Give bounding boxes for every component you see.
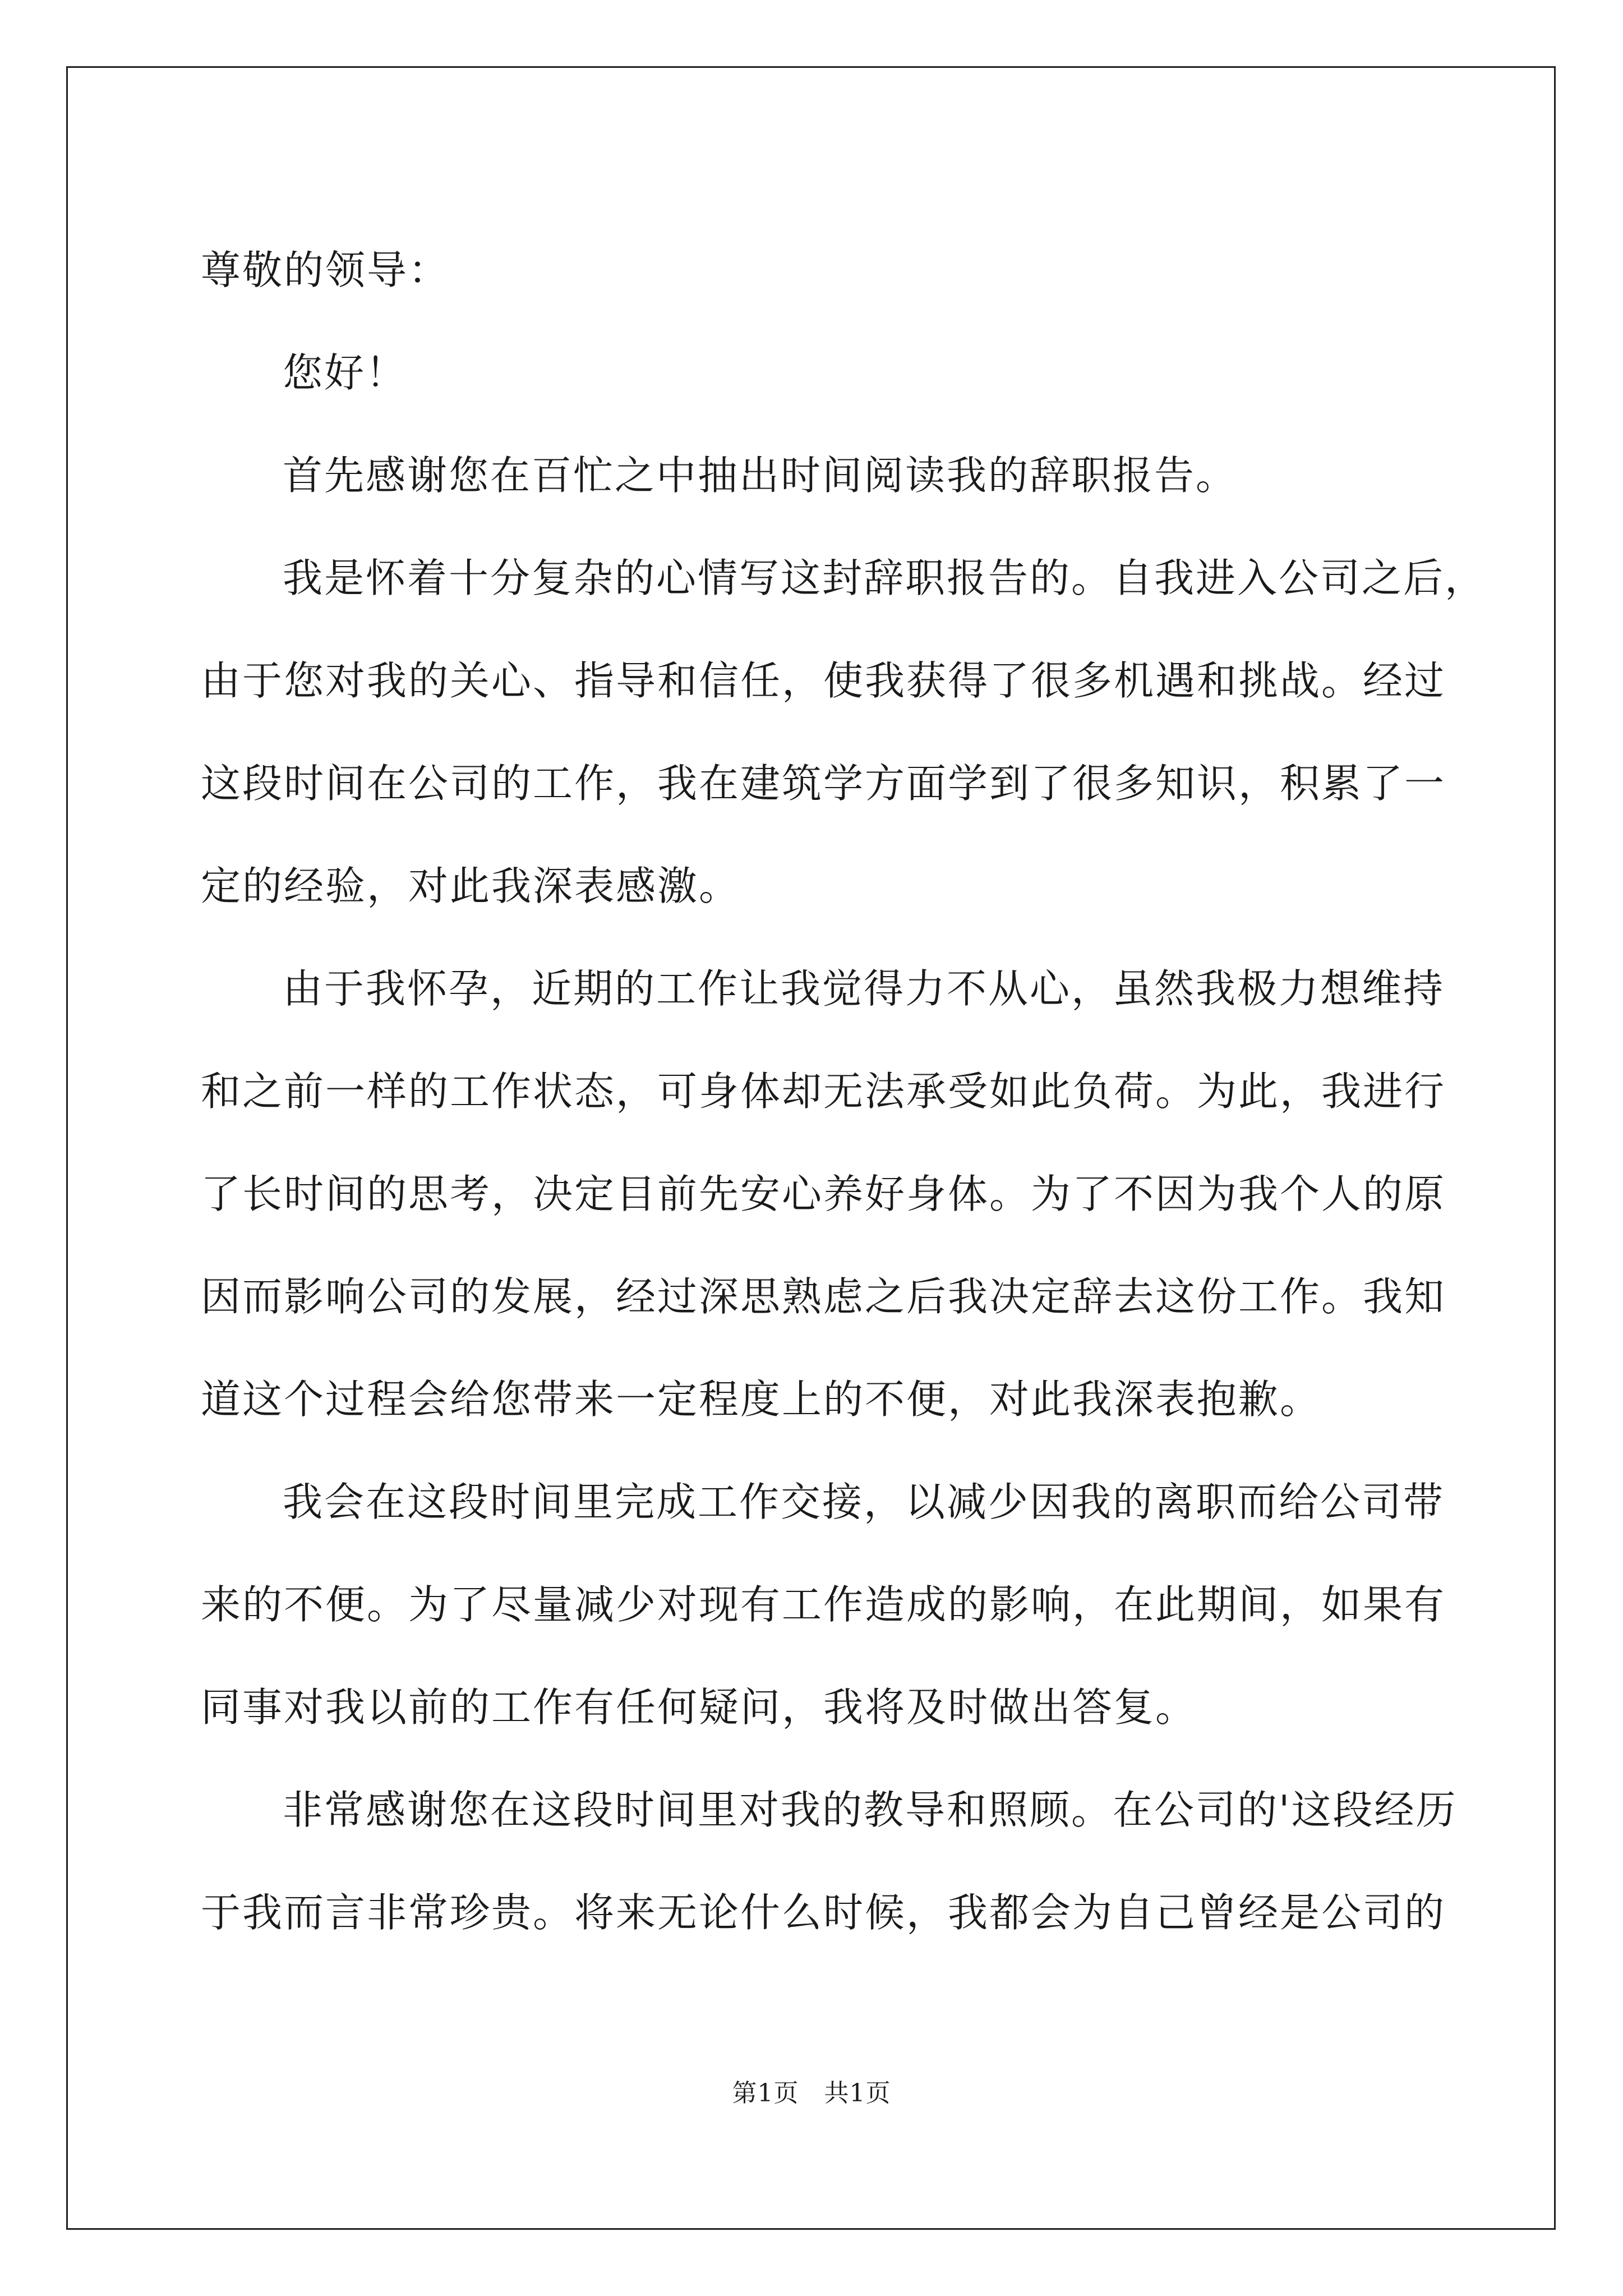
paragraph-line: 非常感谢您在这段时间里对我的教导和照顾。在公司的'这段经历 (283, 1787, 1458, 1833)
paragraph-line: 定的经验，对此我深表感激。 (201, 863, 741, 909)
paragraph-line: 我是怀着十分复杂的心情写这封辞职报告的。自我进入公司之后， (283, 555, 1487, 601)
paragraph-line: 因而影响公司的发展，经过深思熟虑之后我决定辞去这份工作。我知 (201, 1273, 1446, 1320)
paragraph-thanks (201, 424, 1429, 527)
paragraph-line: 这段时间在公司的工作，我在建筑学方面学到了很多知识，积累了一 (201, 760, 1446, 807)
paragraph-handover (201, 1451, 1446, 1759)
paragraph-line: 我会在这段时间里完成工作交接，以减少因我的离职而给公司带 (283, 1479, 1445, 1525)
paragraph-line: 由于我怀孕，近期的工作让我觉得力不从心，虽然我极力想维持 (283, 965, 1445, 1012)
letter-body (201, 219, 1487, 1964)
paragraph-line: 由于您对我的关心、指导和信任，使我获得了很多机遇和挑战。经过 (201, 657, 1446, 704)
paragraph-line: 来的不便。为了尽量减少对现有工作造成的影响，在此期间，如果有 (201, 1581, 1446, 1628)
paragraph-closing (201, 1759, 1458, 1964)
paragraph-line: 和之前一样的工作状态，可身体却无法承受如此负荷。为此，我进行 (201, 1068, 1446, 1115)
paragraph-gratitude (201, 527, 1487, 937)
salutation-line: 您好！ (283, 349, 408, 396)
page-number: 第1页 共1页 (732, 2079, 891, 2108)
paragraph-line: 同事对我以前的工作有任何疑问，我将及时做出答复。 (201, 1684, 1197, 1731)
paragraph-line: 道这个过程会给您带来一定程度上的不便，对此我深表抱歉。 (201, 1376, 1322, 1423)
paragraph-line: 了长时间的思考，决定目前先安心养好身体。为了不因为我个人的原 (201, 1171, 1446, 1217)
paragraph-line: 首先感谢您在百忙之中抽出时间阅读我的辞职报告。 (283, 452, 1238, 499)
paragraph-line: 于我而言非常珍贵。将来无论什么时候，我都会为自己曾经是公司的 (201, 1889, 1446, 1936)
paragraph-reason (201, 937, 1446, 1451)
greeting-line: 尊敬的领导： (201, 247, 450, 293)
